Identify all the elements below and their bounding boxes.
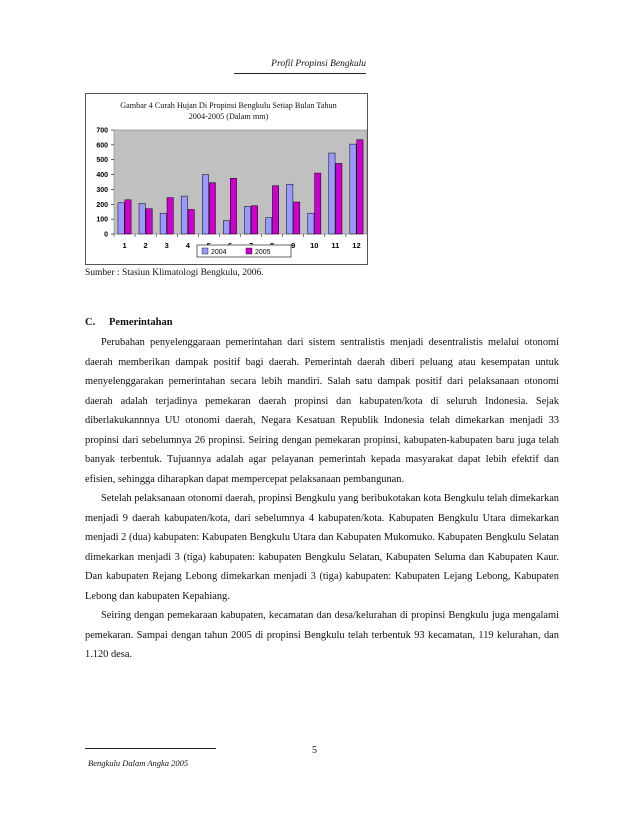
x-tick-label: 11 [331, 241, 340, 250]
bar-2004-12 [350, 144, 356, 234]
bar-2004-5 [202, 175, 208, 234]
rainfall-bar-chart [86, 94, 367, 264]
footer-rule [85, 748, 216, 749]
section-number: C. [85, 317, 96, 328]
bar-2004-9 [287, 184, 293, 234]
bar-2005-1 [125, 200, 131, 234]
footer-publication: Bengkulu Dalam Angka 2005 [88, 758, 189, 768]
y-tick-label: 600 [96, 142, 108, 150]
bar-2005-8 [272, 186, 278, 234]
bar-2004-11 [329, 153, 335, 234]
x-tick-label: 3 [164, 241, 169, 250]
bar-2005-6 [230, 178, 236, 234]
legend-label-2005: 2005 [255, 249, 271, 256]
bar-2005-10 [315, 173, 321, 234]
x-tick-label: 2 [143, 241, 148, 250]
y-tick-label: 100 [96, 216, 108, 224]
bar-2004-4 [181, 196, 187, 234]
chart-title-line2: 2004-2005 (Dalam mm) [188, 112, 269, 121]
legend-label-2004: 2004 [211, 249, 227, 256]
x-tick-label: 1 [122, 241, 127, 250]
x-tick-label: 12 [352, 241, 361, 250]
chart-figure [85, 93, 368, 265]
bar-2004-6 [223, 221, 229, 234]
legend-swatch-2004 [202, 248, 208, 254]
bar-2004-3 [160, 213, 166, 234]
bar-2005-3 [167, 198, 173, 234]
bar-2004-2 [139, 204, 145, 234]
bar-2005-2 [146, 209, 152, 234]
x-tick-label: 9 [291, 241, 296, 250]
paragraph: Seiring dengan pemekaraan kabupaten, kecamatan dan desa/kelurahan di propinsi Bengkulu juga mengalami pemekaran. Sampai dengan tahun 2005 di propinsi Bengkulu telah terbentuk 93 kecamatan, 119 kelurahan, dan 1.120 desa. [85, 610, 559, 660]
bar-2004-8 [266, 218, 272, 234]
bar-2005-7 [251, 206, 257, 234]
paragraph: Setelah pelaksanaan otonomi daerah, propinsi Bengkulu yang beribukotakan kota Bengkulu telah dimekarkan menjadi 9 daerah kabupaten/kota, dari sebelumnya 4 kabupaten/kota. Kabupaten Bengkulu Utara dimekarkan menjadi 2 (dua) kabupaten: Kabupaten Bengkulu Utara dan Kabupaten Mukomuko. Kabupaten Bengkulu Selatan dimekarkan menjadi 3 (tiga) kabupaten: kabupaten Bengkulu Selatan, Kabupaten Seluma dan Kabupaten Kaur. Dan kabupaten Rejang Lebong dimekarkan menjadi 3 (tiga) kabupaten: Kabupaten Lejang Lebong, Kabupaten Lebong dan kabupaten Kepahiang. [85, 493, 559, 602]
legend-swatch-2005 [246, 248, 252, 254]
y-tick-label: 300 [96, 186, 108, 194]
x-tick-label: 10 [310, 241, 319, 250]
bar-2005-5 [209, 183, 215, 234]
running-header: Profil Propinsi Bengkulu [271, 59, 366, 69]
y-tick-label: 700 [96, 127, 108, 135]
y-tick-label: 400 [96, 172, 108, 180]
bar-2005-9 [294, 202, 300, 234]
bar-2005-4 [188, 209, 194, 234]
figure-source: Sumber : Stasiun Klimatologi Bengkulu, 2006. [85, 268, 264, 278]
header-rule [234, 73, 366, 74]
bar-2005-12 [357, 140, 363, 234]
section-body [85, 333, 559, 665]
bar-2005-11 [336, 163, 342, 234]
bar-2004-7 [244, 207, 250, 234]
section-title: Pemerintahan [109, 317, 173, 328]
y-tick-label: 500 [96, 157, 108, 165]
bar-2004-10 [308, 213, 314, 234]
y-tick-label: 200 [96, 201, 108, 209]
y-tick-label: 0 [104, 231, 108, 239]
section-heading [85, 317, 173, 328]
paragraph: Perubahan penyelenggaraan pemerintahan dari sistem sentralistis menjadi desentralistis melalui otonomi daerah memberikan dampak positif bagi daerah. Pemerintah daerah diberi peluang atau kesempatan untuk menyelenggarakan pemerintahan secara lebih mandiri. Salah satu dampak positif dari pelaksanaan otonomi daerah adalah terjadinya pemekaran daerah propinsi dan kabupaten/kota di seluruh Indonesia. Sejak diberlakukannnya UU otonomi daerah, Negara Kesatuan Republik Indonesia telah dimekarkan menjadi 33 propinsi dari sebelumnya 26 propinsi. Seiring dengan pemekaran propinsi, kabupaten-kabupaten baru juga telah banyak terbentuk. Tujuannya adalah agar pelayanan pemerintah kepada masyarakat dapat lebih efektif dan efisien, sehingga diharapkan dapat mempercepat pelaksanaan pembangunan. [85, 337, 559, 485]
bar-2004-1 [118, 203, 124, 234]
x-tick-label: 4 [185, 241, 190, 250]
chart-title-line1: Gambar 4 Curah Hujan Di Propinsi Bengkulu Setiap Bulan Tahun [120, 101, 337, 110]
page-number: 5 [312, 745, 317, 756]
